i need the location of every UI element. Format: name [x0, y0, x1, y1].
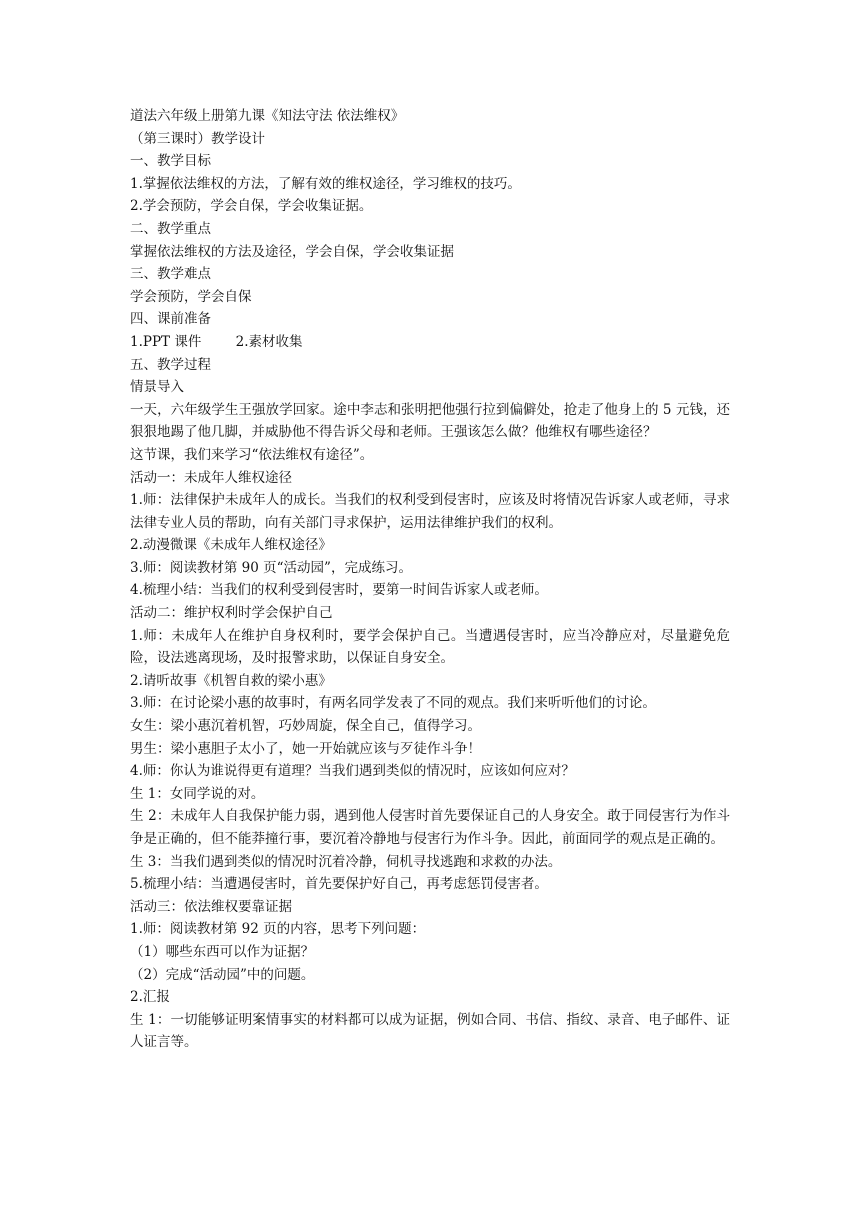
- objective-item: 2.学会预防，学会自保，学会收集证据。: [130, 198, 373, 215]
- section-heading-preparation: 四、课前准备: [130, 311, 211, 328]
- difficulties-text: 学会预防，学会自保: [130, 288, 252, 305]
- activity2-item: 3.师：在讨论梁小惠的故事时，有两名同学发表了不同的观点。我们来听听他们的讨论。: [130, 695, 656, 712]
- section-heading-difficulties: 三、教学难点: [130, 266, 211, 283]
- student-answer: 生 2：未成年人自我保护能力弱，遇到他人侵害时首先要保证自己的人身安全。敢于同侵害行为作斗争是正确的，但不能莽撞行事，要沉着冷静地与侵害行为作斗争。因此，前面同学的观点是正确的。: [130, 808, 730, 847]
- activity3-title: 活动三：依法维权要靠证据: [130, 898, 292, 915]
- activity3-item: 1.师：阅读教材第 92 页的内容，思考下列问题：: [130, 921, 426, 938]
- activity1-item: 3.师：阅读教材第 90 页“活动园”，完成练习。: [130, 559, 412, 576]
- student-answer: 生 3：当我们遇到类似的情况时沉着冷静，伺机寻找逃跑和求救的办法。: [130, 853, 562, 870]
- doc-title: 道法六年级上册第九课《知法守法 依法维权》: [130, 108, 405, 124]
- girl-statement: 女生：梁小惠沉着机智，巧妙周旋，保全自己，值得学习。: [130, 718, 481, 735]
- activity2-title: 活动二：维护权利时学会保护自己: [130, 605, 333, 622]
- student-answer: 生 1：一切能够证明案情事实的材料都可以成为证据，例如合同、书信、指纹、录音、电子邮件、证人证言等。: [130, 1011, 730, 1051]
- objective-item: 1.掌握依法维权的方法，了解有效的维权途径，学习维权的技巧。: [130, 175, 521, 192]
- student-answer: 生 1：女同学说的对。: [130, 785, 265, 802]
- activity1-title: 活动一：未成年人维权途径: [130, 469, 292, 486]
- key-points-text: 掌握依法维权的方法及途径，学会自保，学会收集证据: [130, 243, 454, 260]
- preparation-text: 1.PPT 课件 2.素材收集: [130, 333, 303, 350]
- activity3-item: 2.汇报: [130, 989, 170, 1006]
- doc-subtitle: （第三课时）教学设计: [130, 130, 265, 147]
- section-heading-process: 五、教学过程: [130, 356, 211, 373]
- activity1-item: 1.师：法律保护未成年人的成长。当我们的权利受到侵害时，应该及时将情况告诉家人或老师，寻求法律专业人员的帮助，向有关部门寻求保护，运用法律维护我们的权利。: [130, 492, 730, 531]
- activity2-item: 2.请听故事《机智自救的梁小惠》: [130, 672, 332, 689]
- question-item: （1）哪些东西可以作为证据？: [130, 943, 315, 960]
- section-heading-key-points: 二、教学重点: [130, 220, 211, 237]
- boy-statement: 男生：梁小惠胆子太小了，她一开始就应该与歹徒作斗争！: [130, 740, 481, 757]
- activity1-item: 2.动漫微课《未成年人维权途径》: [130, 537, 332, 554]
- document-page: [130, 105, 730, 1054]
- section-heading-objectives: 一、教学目标: [130, 153, 211, 170]
- scenario-heading: 情景导入: [130, 379, 184, 396]
- activity2-item: 5.梳理小结：当遭遇侵害时，首先要保护好自己，再考虑惩罚侵害者。: [130, 876, 548, 893]
- activity2-item: 1.师：未成年人在维护自身权利时，要学会保护自己。当遭遇侵害时，应当冷静应对，尽量避免危险，设法逃离现场，及时报警求助，以保证自身安全。: [130, 627, 730, 667]
- activity2-item: 4.师：你认为谁说得更有道理？当我们遇到类似的情况时，应该如何应对？: [130, 763, 575, 780]
- activity1-item: 4.梳理小结：当我们的权利受到侵害时，要第一时间告诉家人或老师。: [130, 582, 548, 599]
- intro-line: 这节课，我们来学习“依法维权有途径”。: [130, 446, 374, 463]
- question-item: （2）完成“活动园”中的问题。: [130, 966, 315, 983]
- scenario-paragraph: 一天，六年级学生王强放学回家。途中李志和张明把他强行拉到偏僻处，抢走了他身上的 5 元钱，还狠狠地踢了他几脚，并威胁他不得告诉父母和老师。王强该怎么做？他维权有哪些途径？: [130, 401, 730, 441]
